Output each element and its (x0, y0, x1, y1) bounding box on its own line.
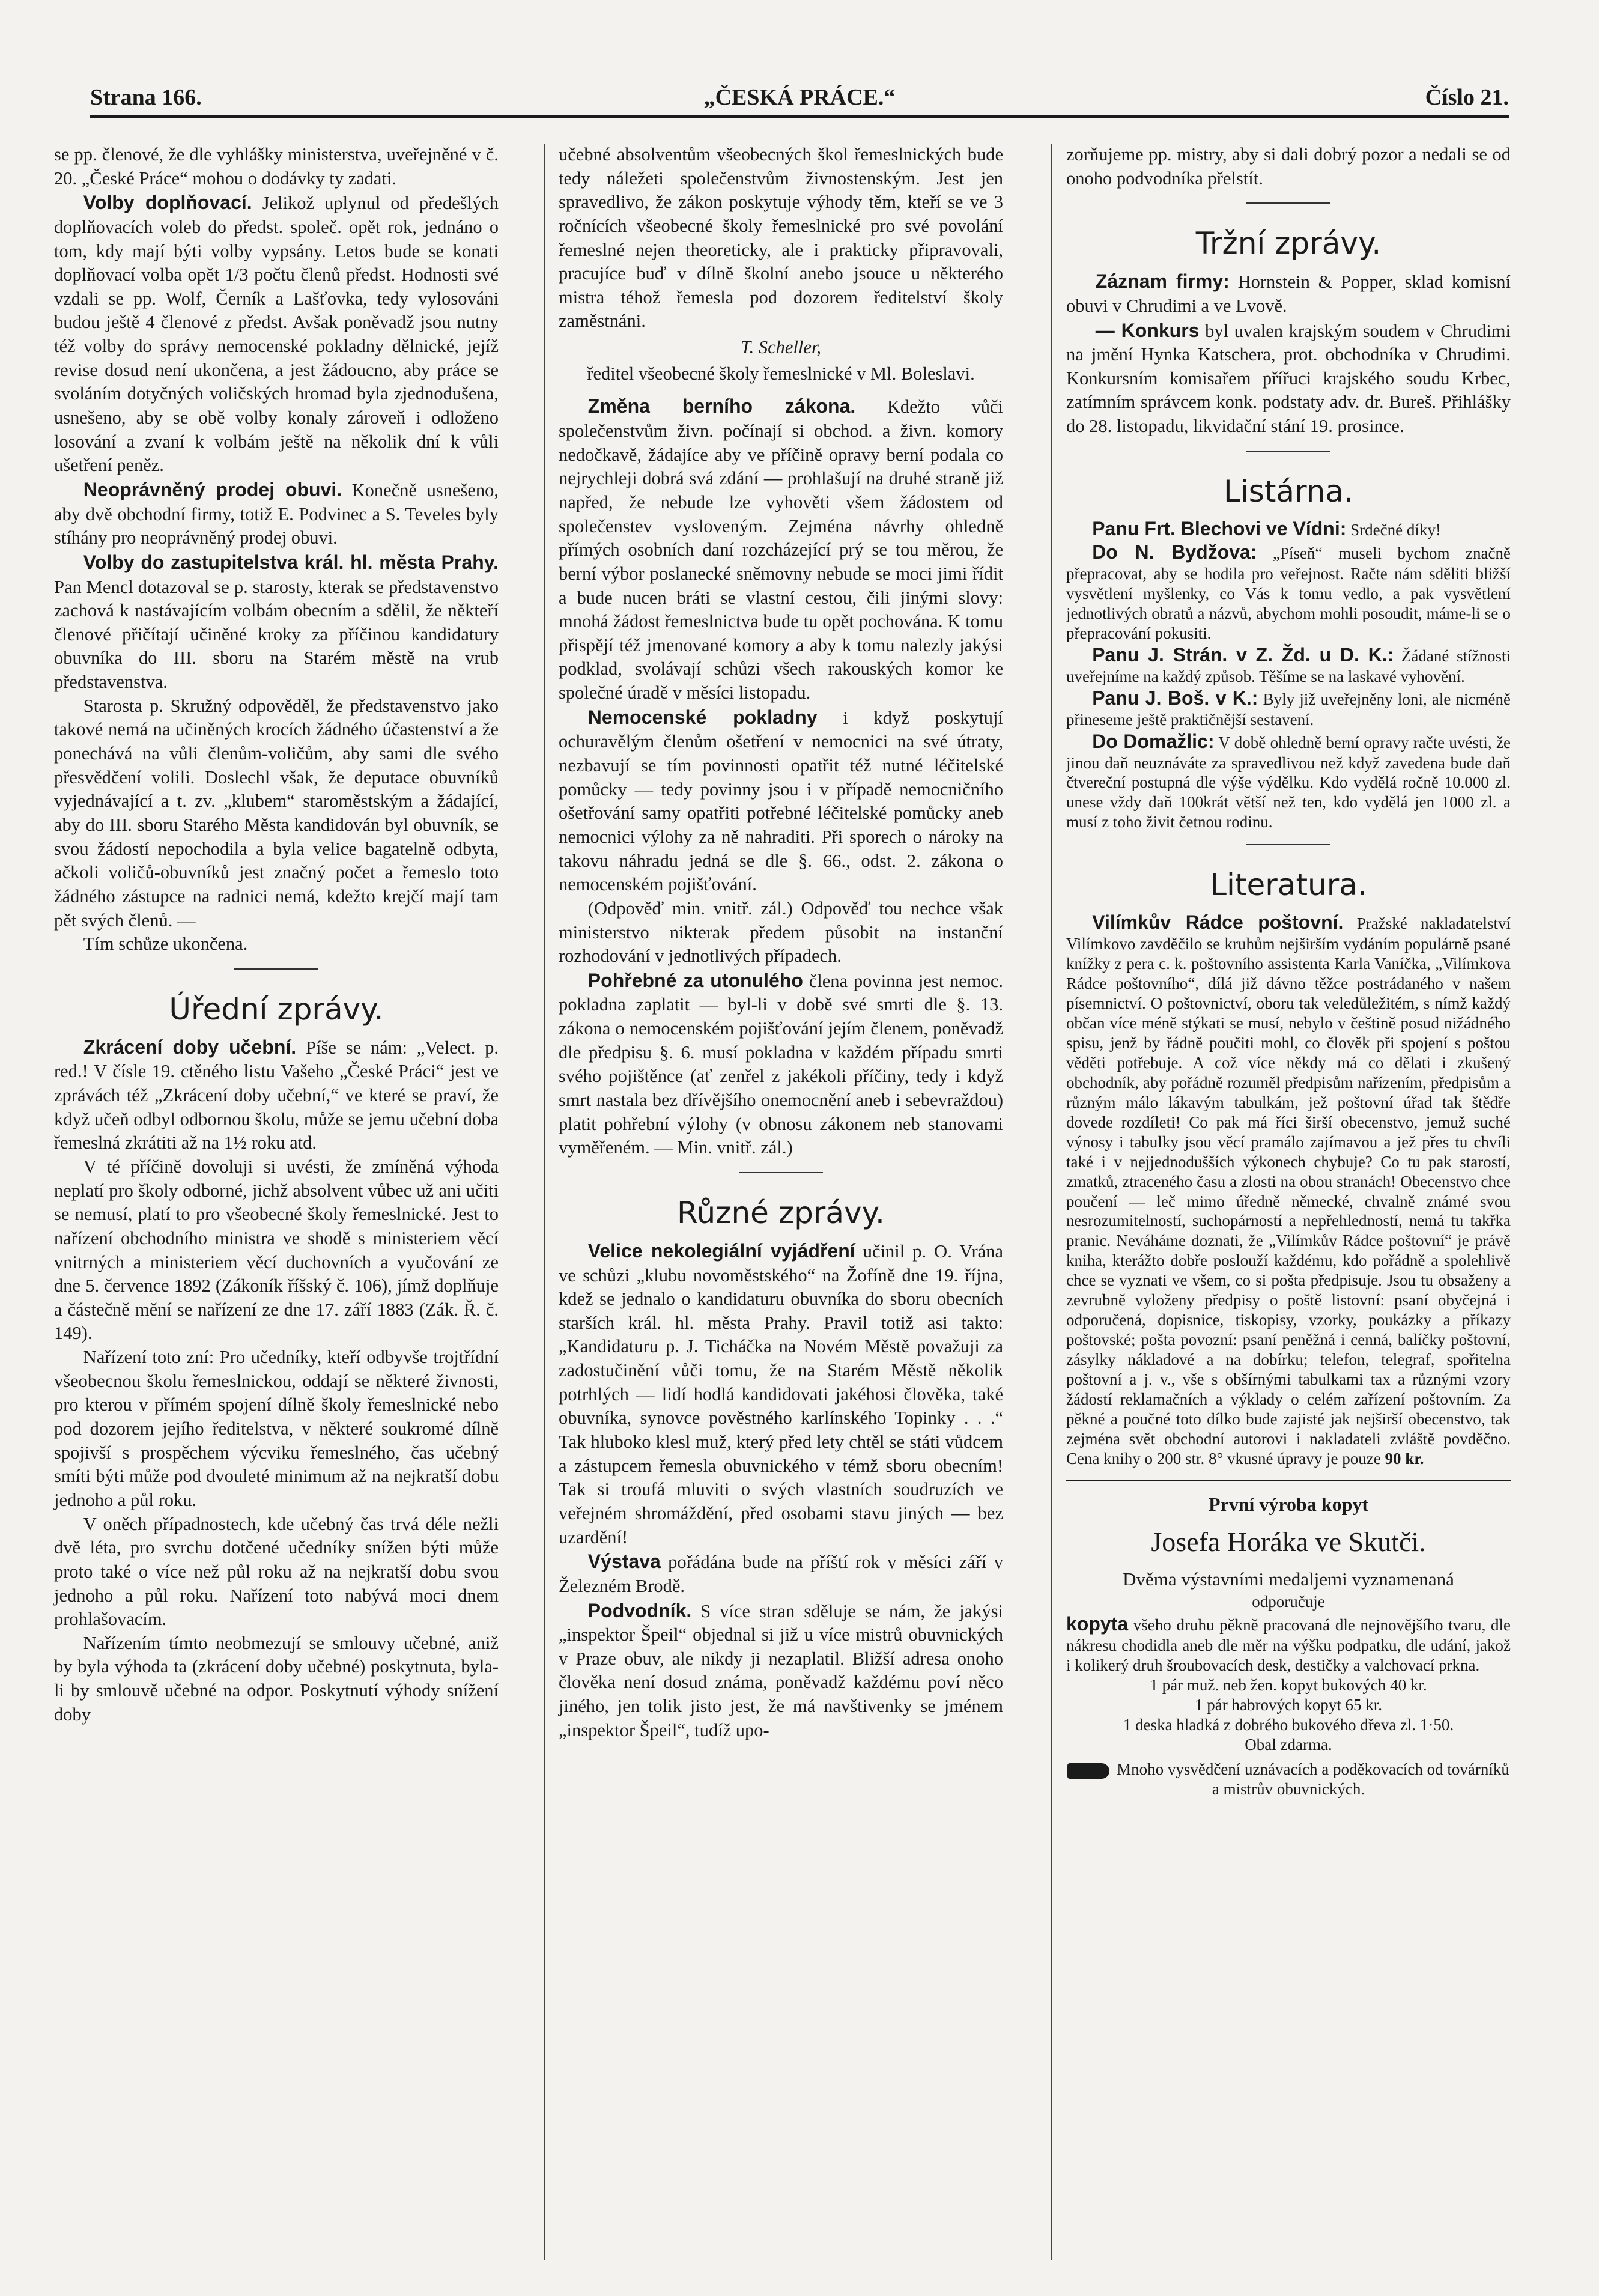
paragraph: Tím schůze ukončena. (83, 934, 248, 955)
article-text: byl uvalen krajským soudem v Chrudimi na jmění Hynka Katschera, prot. obchodníka v Chrudimi. Konkursním komisařem přířuci krajského soudu Krbec, zatímním správcem konk. podstaty adv. dr. Bureš. Přihlášky do 28. listopadu, likvidační stání 19. prosince. (1066, 320, 1511, 437)
paragraph: V té příčině dovoluji si uvésti, že zmíněná výhoda neplatí pro školy odborné, jichž absolvent vůbec už ani učiti se nemusí, platí to pro všeobecné školy řemeslnické. Jest to nařízení obchodního ministra ve shodě s ministeriem věcí vnitrných a ministeriem věcí duchovních a vyučování ze dne 5. července 1892 (Zákoník říšský č. 106), jímž doplňuje a částečně mění se nařízení ze dne 17. září 1883 (Zák. Ř. č. 149). (54, 1156, 499, 1344)
article-text: člena povinna jest nemoc. pokladna zaplatit — byl-li v době své smrti dle §. 13. zákona o nemocenském pojišťování jejím členem, poněvadž dle předpisu §. 6. musí pokladna v každém případu smrti svého pojištěnce (ať zenřel z jakékoli příčiny, tedy i když smrt nastala bez dřívějšího onemocnění aneb i sebevraždou) platit pohřební výlohy (v obnosu zákonem neb stanovami vyměřeném. — Min. vnitř. zál.) (559, 970, 1003, 1158)
page-header (90, 84, 1509, 114)
reply-text: Byly již uveřejněny loni, ale nicméně přineseme ještě praktičnější sestavení. (1066, 690, 1511, 729)
article-heading: Nemocenské pokladny (587, 706, 818, 728)
article-text: Hornstein & Popper, sklad komisní obuvi v Chrudimi a ve Lvově. (1066, 272, 1511, 316)
paragraph: Nařízení toto zní: Pro učedníky, kteří odbyvše trojtřídní všeobecnou školu řemeslnickou, oddají se některé živnosti, pro kterou v přímém spojení dílně školy řemeslnické nebo pod dozorem jejího ředitelstva, v některé soukromé dílně spojivší s prospěchem výcviku řemeslného, čas učebný smíti býti může pod dvouleté minimum až na nejkratší dobu jednoho a půl roku. (54, 1347, 499, 1510)
article (1066, 269, 1511, 318)
mailbox-item (1066, 687, 1511, 730)
article-heading: Volby doplňovací. (83, 192, 252, 214)
ad-description (1066, 1612, 1511, 1675)
column-3 (1066, 143, 1511, 1799)
article-heading: Záznam firmy: (1095, 270, 1230, 293)
ad-price: Obal zdarma. (1245, 1736, 1332, 1754)
mailbox-list (1066, 517, 1511, 833)
ad-recommends: odporučuje (1252, 1593, 1325, 1611)
column-divider (544, 144, 545, 2260)
ad-rule (1066, 1480, 1511, 1481)
mailbox-item (1066, 643, 1511, 687)
review (1066, 911, 1511, 1468)
paragraph: učebné absolventům všeobecných škol řemeslnických bude tedy náležeti společenstvům živnostenským. Jest jen spravedlivo, že zákon poskytuje výhody těm, kteří se ve 3 ročnících všeobecné školy řemeslnické pro své povolání řemeslné nejen theoreticky, ale i prakticky připravovali, pracujíce buď v dílně školní anebo jsouce u některého mistra téhož řemesla pod dozorem ředitelství školy zaměstnáni. (559, 144, 1003, 332)
article (559, 1549, 1003, 1598)
paragraph: (Odpověď min. vnitř. zál.) Odpověď tou nechce však ministerstvo nikterak předem působit na instanční rozhodování v jednotlivých případech. (559, 897, 1003, 967)
addressee: Panu Frt. Blechovi ve Vídni: (1092, 517, 1347, 539)
journal-title: „ČESKÁ PRÁCE.“ (703, 85, 896, 110)
reply-text: „Píseň“ museli bychom značně přepracovat, aby se hodila pro veřejnost. Račte nám sděliti bližší vysvětlení myšlenky, co Vás k tomu vedlo, a pak vysvětlení jednotlivých obratů a názvů, abychom mohli posoudit, máme-li se o přepracování pokusiti. (1066, 544, 1511, 642)
article-text: Kdežto vůči společenstvům živn. počínají si obchod. a živn. komory nedočkavě, žádajíce aby ve příčině opravy berní podala co nejrychleji dobrá svá zdání — prohlašují na druhé straně již napřed, že nebude lze vyhověti všem žádostem od společenstev vysloveným. Zejména návrhy ohledně přímých osobních daní rozcházející prý se tou měrou, že berní výbor poslanecké sněmovny nebude se moci jimi řídit a bude nucen bráti se vlastní cestou, čili jinými slovy: mnohá žádost řemeslnictva bude tu opět pochována. K tomu přispějí též jmenované komory a aby k tomu nalezly jakýsi podklad, svolávají schůzi všech rakouských komor ke společné úradě v měsíci listopadu. (559, 396, 1003, 703)
separator (1246, 451, 1330, 452)
signature-name: T. Scheller, (740, 337, 822, 358)
section-title: Tržní zprávy. (1195, 226, 1382, 261)
article-heading: — Konkurs (1095, 319, 1200, 341)
mailbox-item (1066, 730, 1511, 833)
article-text: S více stran sděluje se nám, že jakýsi „inspektor Špeil“ objednal si již u více mistrů obuvnických v Praze obuv, ale nikdy ji nezaplatil. Bližší adresa onoho člověka není dosud známa, poněvadž každému poví něco jiného, jen tolik jisto jest, že má navštivenky se jménem „inspektor Špeil“, tudíž upo- (559, 1600, 1003, 1740)
article (559, 968, 1003, 1160)
article-heading: Podvodník. (587, 1599, 692, 1621)
reply-text: Žádané stížnosti uveřejníme na každý způsob. Těšíme se na laskavé vyhovění. (1066, 646, 1511, 685)
pointing-hand-icon (1067, 1763, 1109, 1779)
article-heading: Změna berního zákona. (587, 395, 856, 418)
ad-price: 1 pár muž. neb žen. kopyt bukových 40 kr. (1150, 1676, 1427, 1695)
ad-medals: Dvěma výstavními medaljemi vyznamenaná (1123, 1569, 1454, 1590)
ad-footer-text: Mnoho vysvědčení uznávacích a poděkovacích od továrníků a mistrův obuvnických. (1117, 1760, 1509, 1799)
article (559, 1239, 1003, 1549)
ad-product: kopyta (1066, 1613, 1129, 1635)
ad-footer (1066, 1760, 1511, 1799)
section-title: Literatura. (1210, 867, 1367, 903)
article-heading: Neoprávněný prodej obuvi. (83, 478, 342, 500)
column-divider (1051, 144, 1052, 2260)
ad-price: 1 deska hladká z dobrého bukového dřeva zl. 1·50. (1123, 1716, 1454, 1734)
article-text: pořádána bude na příští rok v měsíci září v Železném Brodě. (559, 1552, 1003, 1596)
column-2 (559, 143, 1003, 1742)
article (559, 1599, 1003, 1743)
article-heading: Velice nekolegiální vyjádření (587, 1239, 855, 1262)
separator (1246, 202, 1330, 204)
separator (1246, 844, 1330, 845)
paragraph: se pp. členové, že dle vyhlášky ministerstva, uveřejněné v č. 20. „České Práce“ mohou o dodávky ty zadati. (54, 144, 499, 189)
paragraph: Nařízením tímto neobmezují se smlouvy učebné, aniž by byla výhoda ta (zkrácení doby učebné) poskytnuta, byla-li by smlouvě učebné na odpor. Poskytnutí výhody snížení doby (54, 1632, 499, 1725)
reply-text: V době ohledně berní opravy račte uvésti, že jinou daň neuznáváte za spravedlivou než když zavedena bude daň čtvereční postupná dle výše výdělku. Kdo vydělá ročně 10.000 zl. unese vždy daň 100krát větší než ten, kdo vydělá jen 1000 zl. a musí z toho živit četnou rodinu. (1066, 733, 1511, 831)
column-1 (54, 143, 499, 1727)
section-title: Úřední zprávy. (169, 991, 384, 1027)
article-heading: Výstava (587, 1550, 661, 1573)
addressee: Do N. Bydžova: (1092, 541, 1257, 563)
article-text: Konečně usnešeno, aby dvě obchodní firmy, totiž E. Podvinec a S. Teveles byly stíhány pro neoprávněný prodej obuvi. (54, 479, 499, 548)
article (1066, 911, 1511, 1468)
article (1066, 318, 1511, 439)
issue-number: Číslo 21. (1425, 85, 1509, 110)
header-rule (90, 115, 1509, 118)
ad-product-text: všeho druhu pěkně pracovaná dle nejnovějšího tvaru, dle nákresu chodidla aneb dle měr na výšku podpatku, dle udání, jakož i kolikerý druh šroubovacích desk, destičky a valchovací prkna. (1066, 1616, 1511, 1675)
article (559, 705, 1003, 897)
paragraph: V oněch případnostech, kde učebný čas trvá déle nežli dvě léta, pro svrchu dotčené učedníky snížen býti může proto také o více než půl roku až na nejkratší dobu svou jednoho a půl roku. Nařízení toto nabývá moci dnem prohlašovacím. (54, 1513, 499, 1630)
price: 90 kr. (1385, 1449, 1424, 1468)
article (54, 1035, 499, 1155)
article-text: Pan Mencl dotazoval se p. starosty, kterak se představenstvo zachová k nastávajícím volbám obecním a sdělil, že někteří členové přičítají učiněné kroky za příčinou kandidatury obuvníka do III. sboru na Starém městě na vrub představenstva. (54, 576, 499, 693)
mailbox-item (1066, 517, 1511, 541)
addressee: Panu J. Strán. v Z. Žd. u D. K.: (1092, 643, 1394, 666)
article-heading: Vilímkův Rádce poštovní. (1092, 911, 1344, 934)
ad-price: 1 pár habrových kopyt 65 kr. (1195, 1696, 1382, 1714)
ad-company: Josefa Horáka ve Skutči. (1151, 1526, 1426, 1558)
article-text: Jelikož uplynul od předešlých doplňovacích voleb do předst. společ. opět rok, jednáno o tom, kdy mají býti volby vypsány. Letos bude se konati doplňovací volba opět 1/3 počtu členů předst. Hodnosti své vzdali se pp. Wolf, Černík a Lašťovka, tedy vylosováni budou ještě 4 členové z předst. Avšak poněvadž jsou nutny též volby do správy nemocenské pokladny dělnické, jejíž revise dosud není ukončena, a jest žádoucno, aby práce se svoláním dotyčných voličských hromad byla zjednodušena, usnešeno, aby se obě volby konaly zároveň i odloženo losování a zvaní k volbám ještě na několik dní k vůli ušetření peněz. (54, 193, 499, 476)
article (54, 478, 499, 550)
page-number: Strana 166. (90, 85, 202, 110)
article-text: Píše se nám: „Velect. p. red.! V čísle 19. ctěného listu Vašeho „České Práci“ jest ve zprávách též „Zkrácení doby učební,“ ve které se praví, že když učeň odbyl odbornou školu, může se jemu učební doba řemeslná zkrátiti až na 1½ roku atd. (54, 1037, 499, 1153)
article-text: učinil p. O. Vrána ve schůzi „klubu novoměstského“ na Žofíně dne 19. října, kdež se jednalo o kandidaturu obuvníka do sboru obecních starších král. hl. města Prahy. Pravil totiž asi takto: „Kandidaturu p. J. Ticháčka na Novém Městě považuji za zadostučinění vůči tomu, že na Starém Městě několik potrhlých — lidí hodlá kandidovati jakéhosi člověka, také obuvníka, synovce pověstného karlínského Topinky . . .“ Tak hluboko klesl muž, který před lety chtěl se státi vůdcem a zástupcem řemesla obuvnického v témž sboru obecním! Tak si troufá mluviti o svých vlastních soudruzích ve veřejném shromáždění, před osobami stavu jiných — bez uzardění! (559, 1241, 1003, 1547)
article-heading: Pohřebné za utonulého (587, 969, 803, 991)
addressee: Panu J. Boš. v K.: (1092, 687, 1258, 709)
paragraph: Starosta p. Skružný odpověděl, že představenstvo jako takové nemá na učiněných krocích žádného účastenství a že ponechává na vůli členům-voličům, aby sami dle svého přesvědčení volili. Doslechl však, že deputace obuvníků vyjednávající a t. zv. „klubem“ staroměstským a žádající, aby do III. sboru Starého Města kandidován byl obuvník, se svou žádostí nepochodila a byla velice bagatelně odbyta, ačkoli voličů-obuvníků jest značný počet a řemeslo toto žádného zástupce na radnici nemá, kdežto krejčí mají tam pět svých členů. — (54, 695, 499, 931)
reply-text: Srdečné díky! (1346, 520, 1441, 539)
section-title: Různé zprávy. (677, 1195, 885, 1230)
signature-role: ředitel všeobecné školy řemeslnické v Ml. Boleslavi. (587, 363, 975, 384)
paragraph: zorňujeme pp. mistry, aby si dali dobrý pozor a nedali se od onoho podvodníka přelstít. (1066, 144, 1511, 189)
ad-line: První výroba kopyt (1208, 1493, 1369, 1515)
article-text: i když poskytují ochuravělým členům ošetření v nemocnici na své útraty, nezbavují se tím povinnosti opatřit též nutné léčitelské pomůcky — tedy povinny jsou i v případě nemocničního ošetřování samy opatřiti potřebné léčitelské pomůcky aneb nemocnici výlohy za ně nahraditi. Při sporech o nároky na takovu náhradu jedná se dle §. 66., odst. 2. zákona o nemocenském pojišťování. (559, 707, 1003, 895)
article-heading: Volby do zastupitelstva král. hl. města Prahy. (83, 551, 499, 573)
advertisement (1066, 1492, 1511, 1799)
article (559, 394, 1003, 705)
article-heading: Zkrácení doby učební. (83, 1036, 297, 1058)
article-text: Pražské nakladatelství Vilímkovo zavděčilo se kruhům nejširším vydáním populárně psané knížky z pera c. k. poštovního assistenta Karla Vaníčka, „Vilímkova Rádce poštovního“, dílá již dávno těžce postrádaného v našem písemnictví. O poštovnictví, oboru tak veledůležitém, s nímž každý občan více méně stýkati se musí, nebylo v češtině posud nižádného spisu, jenž by řádně poučiti mohl, co člověk při spojení s poštou věděti potřebuje. A což více někdy má co dělati i zkušený obchodník, aby pořádně rozuměl předpisům nařízením, předpisům a různým málo lákavým tabulkám, jež poštovní úřad tak štědře dovede rozdíleti! Co pak má říci širší obecenstvo, jemuž suché výnosy i tabulky jsou věcí pramálo zajímavou a jež přes tu chvíli také i v nejjednodušších výkonech chybuje? Co tu pak starostí, zmatků, ztraceného času a zlosti na obou stranách! Obecenstvo chce poučení — leč mimo úředně německé, chvalně známé svou nesrozumitelností, suchopárností a nepřehledností, nemá tu takřka pranic. Neváháme doznati, že „Vilímkův Rádce poštovní“ je právě kniha, kterážto dobře poslouží každému, kdo pořádně a spolehlivě chce se vyznati ve všem, co si pošta předpisuje. Jsou tu obsaženy a zevrubně vyloženy předpisy o poště listovní: psaní obyčejná i odporučená, dopisnice, tiskopisy, vzorky, poukázky a příkazy poštovské; pošta povozní: psaní peněžná i cenná, balíčky poštovní, zásylky nákladové a na dobírku; telefon, telegraf, spořitelna poštovní a j. v., vše s obšírnými tabulkami tax a různými vzory žádostí reklamačních a výklady o celém zařízení poštovním. Za pěkné a poučné toto dílko bude zajisté jak nejširší obecenstvo, tak zejména svět obchodní autorovi i nakladateli zvláště povděčno. Cena knihy o 200 str. 8° vkusné úpravy je pouze (1066, 914, 1511, 1468)
article (54, 190, 499, 478)
separator (234, 968, 318, 970)
separator (739, 1172, 823, 1173)
section-title: Listárna. (1224, 473, 1353, 509)
article (54, 550, 499, 694)
mailbox-item (1066, 541, 1511, 643)
addressee: Do Domažlic: (1092, 730, 1215, 752)
